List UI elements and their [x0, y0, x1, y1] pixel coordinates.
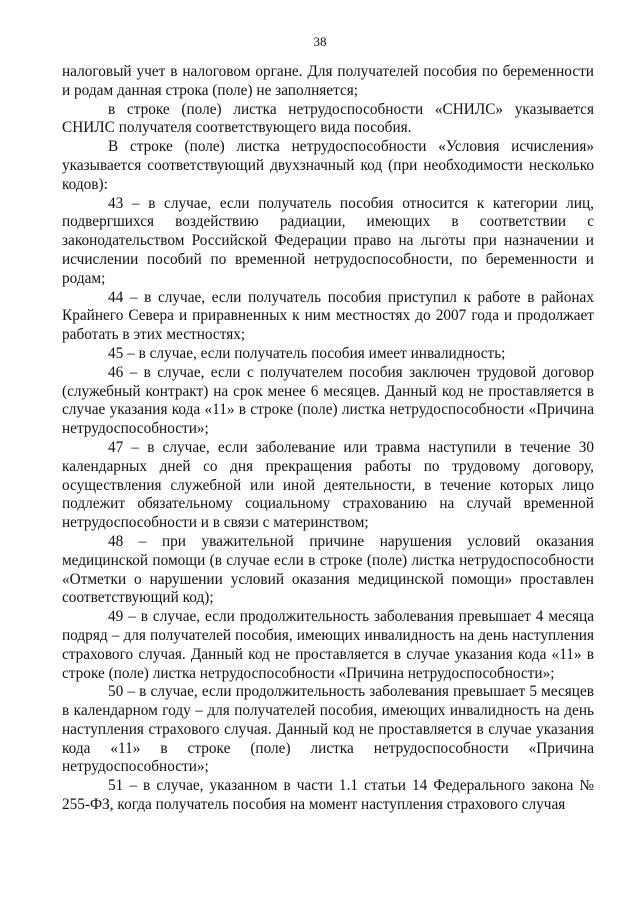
list-item-code-47: 47 – в случае, если заболевание или травма наступили в течение 30 календарных дней со дня прекращения работы по трудовому договору, осуществления служебной или иной деятельности, в течение которых лицо подлежит обязательному социальному страхованию на случай временной нетрудоспособности и в связи с материнством;: [62, 438, 594, 532]
list-item-code-51: 51 – в случае, указанном в части 1.1 статьи 14 Федерального закона № 255-ФЗ, когда получатель пособия на момент наступления страхового случая: [62, 777, 594, 814]
list-item-code-50: 50 – в случае, если продолжительность заболевания превышает 5 месяцев в календарном году – для получателей пособия, имеющих инвалидность на день наступления страхового случая. Данный код не проставляется в случае указания кода «11» в строке (поле) листка нетрудоспособности «Причина нетрудоспособности»;: [62, 683, 594, 776]
paragraph-conditions-intro: В строке (поле) листка нетрудоспособности «Условия исчисления» указывается соответствующий двухзначный код (при необходимости несколько кодов):: [62, 138, 594, 193]
list-item-code-45: 45 – в случае, если получатель пособия имеет инвалидность;: [108, 344, 506, 362]
page-number: 38: [313, 34, 327, 49]
paragraph-continuation: налоговый учет в налоговом органе. Для получателей пособия по беременности и родам данная строка (поле) не заполняется;: [62, 63, 594, 99]
list-item-code-44: 44 – в случае, если получатель пособия приступил к работе в районах Крайнего Севера и приравненных к ним местностях до 2007 года и продолжает работать в этих местностях;: [62, 288, 594, 344]
document-body: [62, 63, 594, 815]
list-item-code-43: 43 – в случае, если получатель пособия относится к категории лиц, подвергшихся воздействию радиации, имеющих в соответствии с законодательством Российской Федерации право на льготы при назначении и исчислении пособий по временной нетрудоспособности, по беременности и родам;: [62, 194, 594, 287]
paragraph-snils: в строке (поле) листка нетрудоспособности «СНИЛС» указывается СНИЛС получателя соответствующего вида пособия.: [62, 100, 594, 137]
list-item-code-46: 46 – в случае, если с получателем пособия заключен трудовой договор (служебный контракт) на срок менее 6 месяцев. Данный код не проставляется в случае указания кода «11» в строке (поле) листка нетрудоспособности «Причина нетрудоспособности»;: [62, 363, 594, 438]
list-item-code-49: 49 – в случае, если продолжительность заболевания превышает 4 месяца подряд – для получателей пособия, имеющих инвалидность на день наступления страхового случая. Данный код не проставляется в случае указания кода «11» в строке (поле) листка нетрудоспособности «Причина нетрудоспособности»;: [62, 608, 594, 682]
list-item-code-48: 48 – при уважительной причине нарушения условий оказания медицинской помощи (в случае если в строке (поле) листка нетрудоспособности «Отметки о нарушении условий оказания медицинской помощи» проставлен соответствующий код);: [62, 532, 594, 607]
